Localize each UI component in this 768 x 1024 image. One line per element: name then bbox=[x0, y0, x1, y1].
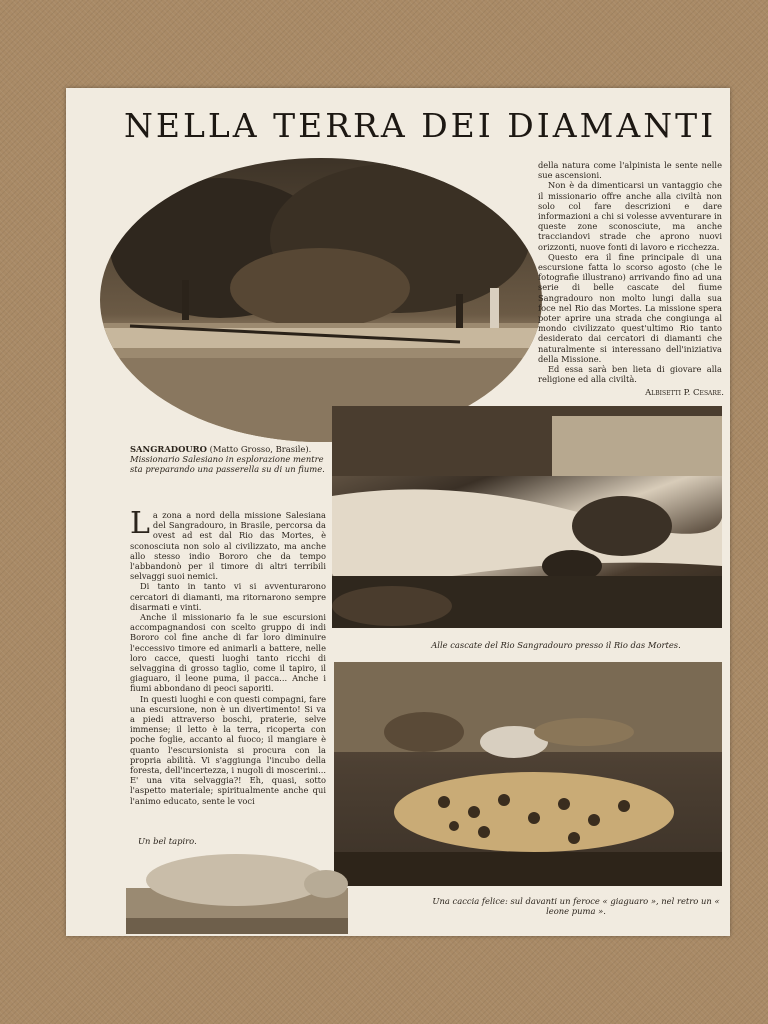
author-signature: Albisetti P. Cesare. bbox=[645, 388, 724, 398]
paragraph: della natura come l'alpinista le sente nelle sue ascensioni. bbox=[538, 160, 722, 181]
waterfall-caption: Alle cascate del Rio Sangradouro presso il Rio das Mortes. bbox=[431, 640, 681, 650]
caption-text: Missionario Salesiano in esplorazione mentre sta preparando una passerella su di un fiume. bbox=[130, 454, 325, 474]
paragraph bbox=[130, 506, 326, 582]
paragraph: Di tanto in tanto vi si avventurarono cercatori di diamanti, ma ritornarono sempre disarmati e vinti. bbox=[130, 581, 326, 612]
caption-lead: SANGRADOURO bbox=[130, 444, 207, 454]
paragraph: Non è da dimenticarsi un vantaggio che il missionario offre anche alla civiltà non solo col fare descrizioni e dare informazioni a chi si volesse avventurare in queste zone sconosciute, ma anche tracciandovi strade che aprono nuovi orizzonti, nuove fonti di lavoro e ricchezza. bbox=[538, 180, 722, 252]
right-column-text bbox=[538, 160, 722, 384]
hunt-caption: Una caccia felice: sul davanti un feroce « giaguaro », nel retro un « leone puma ». bbox=[432, 896, 720, 916]
waterfall-photo bbox=[332, 406, 722, 628]
paragraph: Questo era il fine principale di una escursione fatta lo scorso agosto (che le fotografie illustrano) arrivando fino ad una serie di belle cascate del fiume Sangradouro non molto lungi dalla sua foce nel Rio das Mortes. La missione spera poter aprire una strada che congiunga al mondo civilizzato quest'ultimo Rio tanto desiderato dai cercatori di diamanti che naturalmente si interessano dell'iniziativa della Missione. bbox=[538, 251, 722, 364]
river-photo bbox=[100, 158, 542, 442]
caption-place: (Matto Grosso, Brasile). bbox=[206, 444, 312, 454]
article-title: NELLA TERRA DEI DIAMANTI bbox=[124, 106, 717, 145]
drop-cap: L bbox=[130, 506, 150, 541]
left-column-text bbox=[130, 506, 326, 806]
paragraph: Ed essa sarà ben lieta di giovare alla religione ed alla civiltà. bbox=[538, 364, 722, 385]
paragraph-body: a zona a nord della missione Salesiana del Sangradouro, in Brasile, percorsa da ovest ad est dal Rio das Mortes, è sconosciuta non solo al civilizzato, ma anche allo stesso indio Bororo che da tempo l'abbandonò per il timore di altri terribili selvaggi suoi nemici. bbox=[130, 510, 326, 582]
magazine-page bbox=[66, 88, 730, 936]
hunt-photo bbox=[334, 662, 722, 886]
river-photo-caption bbox=[130, 444, 328, 474]
tapir-caption: Un bel tapiro. bbox=[138, 836, 197, 846]
paragraph: In questi luoghi e con questi compagni, fare una escursione, non è un divertimento! Si va a piedi attraverso boschi, praterie, selve immense; il letto è la terra, ricoperta con poche foglie, accanto al fuoco; il mangiare è quanto l'escursionista si procura con la propria abilità. Vi s'aggiunga l'incubo della foresta, dell'incertezza, i nugoli di moscerini... E' una vita selvaggia?! Eh, quasi, sotto l'aspetto materiale; spiritualmente anche qui l'animo educato, sente le voci bbox=[130, 693, 326, 806]
paragraph: Anche il missionario fa le sue escursioni accompagnandosi con scelto gruppo di indi Bororo col fine anche di far loro diminuire l'eccessivo timore ed animarli a battere, nelle loro cacce, questi luoghi tanto ricchi di selvaggina di grosso taglio, come il tapiro, il giaguaro, il leone puma, il pacca... Anche i fiumi abbondano di peoci saporiti. bbox=[130, 612, 326, 694]
